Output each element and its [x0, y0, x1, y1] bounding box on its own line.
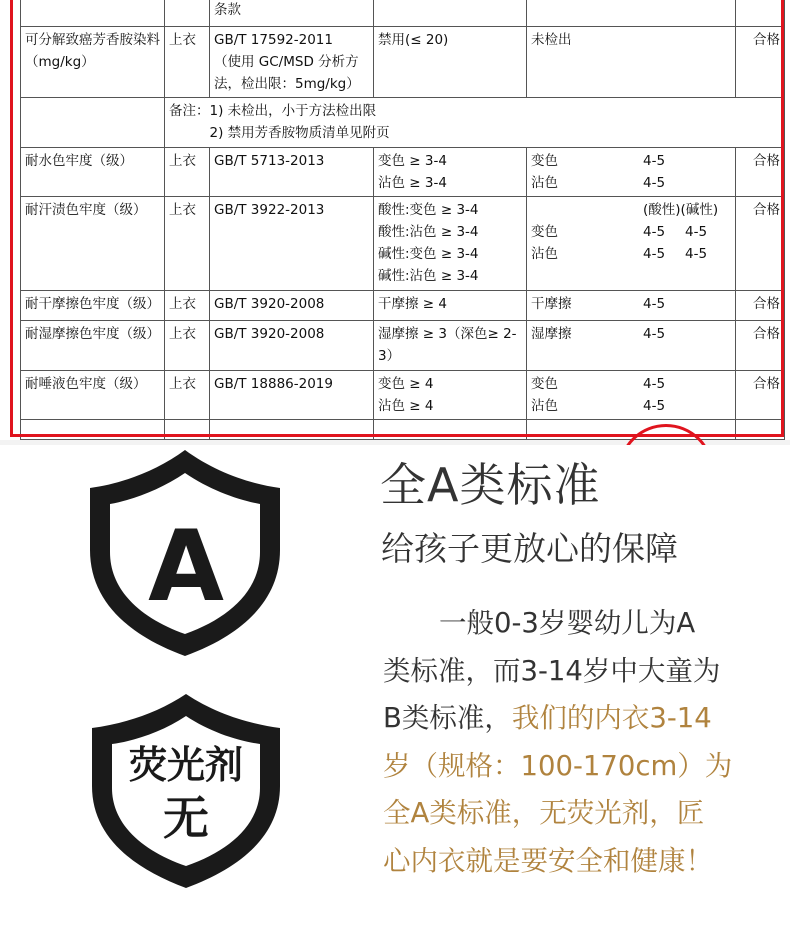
item-cell — [21, 321, 165, 371]
shield-a-grade-icon — [80, 440, 290, 665]
part-text: 上衣 — [169, 376, 196, 392]
verdict-cell — [736, 148, 785, 197]
requirement-text: 酸性:沾色 ≥ 3-4 — [378, 224, 479, 240]
method-cell — [210, 371, 374, 420]
note-line: 2) 禁用芳香胺物质清单见附页 — [209, 125, 390, 141]
verdict-text: 合格 — [753, 376, 780, 392]
part-cell — [165, 27, 210, 98]
result-label: 沾色 — [531, 398, 558, 414]
part-text: 上衣 — [169, 32, 196, 48]
result-value: 4-5 — [643, 224, 666, 240]
method-detail-text: （使用 GC/MSD 分析方法，检出限：5mg/kg） — [214, 54, 360, 92]
item-cell — [21, 291, 165, 321]
result-cell — [527, 291, 736, 321]
test-report-section — [0, 0, 790, 445]
spacer-cell — [21, 420, 165, 440]
verdict-text: 合格 — [753, 202, 780, 218]
requirement-cell — [374, 0, 527, 27]
result-value: 4-5 — [643, 246, 666, 262]
spacer-cell — [374, 420, 527, 440]
requirement-text: 碱性:沾色 ≥ 3-4 — [378, 268, 479, 284]
result-value: 4-5 — [643, 153, 666, 169]
method-cell — [210, 148, 374, 197]
promo-description — [383, 600, 773, 885]
table-row-notes — [21, 98, 785, 148]
result-label: 湿摩擦 — [531, 326, 572, 342]
part-text: 上衣 — [169, 202, 196, 218]
stamp-seal-edge — [612, 424, 716, 445]
part-text: 上衣 — [169, 153, 196, 169]
requirement-text: 湿摩擦 ≥ 3（深色≥ 2-3） — [378, 326, 517, 364]
verdict-cell — [736, 197, 785, 291]
method-text: GB/T 5713-2013 — [214, 153, 325, 169]
requirement-text: 变色 ≥ 4 — [378, 376, 434, 392]
test-results-table — [20, 0, 785, 440]
description-line-mixed — [383, 695, 773, 743]
description-line: 一般0-3岁婴幼儿为A — [439, 607, 696, 639]
requirement-text: 干摩擦 ≥ 4 — [378, 296, 447, 312]
result-value: 4-5 — [643, 296, 666, 312]
part-cell — [165, 291, 210, 321]
result-label: 干摩擦 — [531, 296, 572, 312]
note-line: 1) 未检出，小于方法检出限 — [209, 103, 377, 119]
result-value: 4-5 — [685, 224, 708, 240]
requirement-text: 酸性:变色 ≥ 3-4 — [378, 202, 479, 218]
item-text: 耐水色牢度（级） — [25, 153, 133, 169]
description-highlight-line: 心内衣就是要安全和健康！ — [383, 844, 713, 877]
notes-cell — [165, 98, 785, 148]
result-cell — [527, 27, 736, 98]
method-text: GB/T 17592-2011 — [214, 32, 333, 48]
promo-title: 全A类标准 — [380, 458, 601, 512]
badge-fluorescent-label: 荧光剂 — [128, 743, 244, 787]
result-cell — [527, 197, 736, 291]
result-cell — [527, 371, 736, 420]
spacer-cell — [210, 420, 374, 440]
result-label: 沾色 — [531, 175, 558, 191]
method-cell — [210, 321, 374, 371]
description-plain: B类标准， — [383, 702, 512, 734]
table-row — [21, 0, 785, 27]
requirement-text: 沾色 ≥ 4 — [378, 398, 434, 414]
result-value: 4-5 — [685, 246, 708, 262]
promo-subtitle: 给孩子更放心的保障 — [381, 529, 678, 568]
part-cell — [165, 197, 210, 291]
result-header: (碱性) — [680, 202, 719, 218]
description-highlight: 我们的内衣3-14 — [511, 702, 712, 734]
verdict-cell — [736, 27, 785, 98]
item-text: 耐湿摩擦色牢度（级） — [25, 326, 160, 342]
part-cell — [165, 0, 210, 27]
table-row — [21, 148, 785, 197]
method-text: GB/T 3920-2008 — [214, 326, 325, 342]
result-label: 变色 — [531, 153, 558, 169]
item-cell — [21, 197, 165, 291]
table-row — [21, 291, 785, 321]
item-text: 可分解致癌芳香胺染料（mg/kg） — [25, 32, 160, 70]
method-cell — [210, 27, 374, 98]
item-text: 耐干摩擦色牢度（级） — [25, 296, 160, 312]
verdict-text: 合格 — [753, 32, 780, 48]
notes-label: 备注： — [169, 103, 210, 119]
method-text: 条款 — [214, 2, 241, 18]
verdict-cell — [736, 371, 785, 420]
result-value: 4-5 — [643, 326, 666, 342]
verdict-cell — [736, 291, 785, 321]
item-text: 耐唾液色牢度（级） — [25, 376, 147, 392]
result-label: 变色 — [531, 376, 558, 392]
description-highlight-line: 全A类标准，无荧光剂，匠 — [383, 797, 705, 829]
description-highlight-line: 岁（规格：100-170cm）为 — [383, 749, 733, 782]
item-cell — [21, 0, 165, 27]
result-cell — [527, 0, 736, 27]
result-value: 4-5 — [643, 175, 666, 191]
method-cell — [210, 291, 374, 321]
description-line: 类标准，而3-14岁中大童为 — [383, 654, 721, 687]
part-text: 上衣 — [169, 296, 196, 312]
method-text: GB/T 3920-2008 — [214, 296, 325, 312]
result-label: 沾色 — [531, 246, 558, 262]
verdict-text: 合格 — [753, 296, 780, 312]
item-cell — [21, 148, 165, 197]
method-text: GB/T 18886-2019 — [214, 376, 333, 392]
item-cell — [21, 27, 165, 98]
table-row — [21, 197, 785, 291]
requirement-text: 沾色 ≥ 3-4 — [378, 175, 447, 191]
part-cell — [165, 321, 210, 371]
requirement-text: 变色 ≥ 3-4 — [378, 153, 447, 169]
spacer-cell — [165, 420, 210, 440]
table-row — [21, 371, 785, 420]
requirement-cell — [374, 148, 527, 197]
result-value: 4-5 — [643, 376, 666, 392]
verdict-text: 合格 — [753, 153, 780, 169]
requirement-cell — [374, 371, 527, 420]
requirement-text: 碱性:变色 ≥ 3-4 — [378, 246, 479, 262]
method-cell — [210, 197, 374, 291]
requirement-cell — [374, 27, 527, 98]
result-text: 未检出 — [531, 32, 572, 48]
method-cell — [210, 0, 374, 27]
requirement-text: 禁用(≤ 20) — [378, 32, 449, 48]
result-cell — [527, 321, 736, 371]
result-header: (酸性) — [643, 202, 681, 218]
result-cell — [527, 148, 736, 197]
requirement-cell — [374, 321, 527, 371]
part-text: 上衣 — [169, 326, 196, 342]
shield-no-fluorescent-icon — [82, 686, 290, 898]
verdict-text: 合格 — [753, 326, 780, 342]
item-cell — [21, 371, 165, 420]
part-cell — [165, 148, 210, 197]
verdict-cell — [736, 321, 785, 371]
item-text: 耐汗渍色牢度（级） — [25, 202, 147, 218]
badge-a-letter: A — [148, 510, 224, 624]
spacer-cell — [736, 420, 785, 440]
item-cell — [21, 98, 165, 148]
method-text: GB/T 3922-2013 — [214, 202, 325, 218]
badge-none-label: 无 — [163, 791, 209, 845]
part-cell — [165, 371, 210, 420]
table-row — [21, 321, 785, 371]
table-row — [21, 27, 785, 98]
result-label: 变色 — [531, 224, 558, 240]
verdict-cell — [736, 0, 785, 27]
requirement-cell — [374, 291, 527, 321]
result-value: 4-5 — [643, 398, 666, 414]
requirement-cell — [374, 197, 527, 291]
report-sheet — [0, 0, 790, 440]
